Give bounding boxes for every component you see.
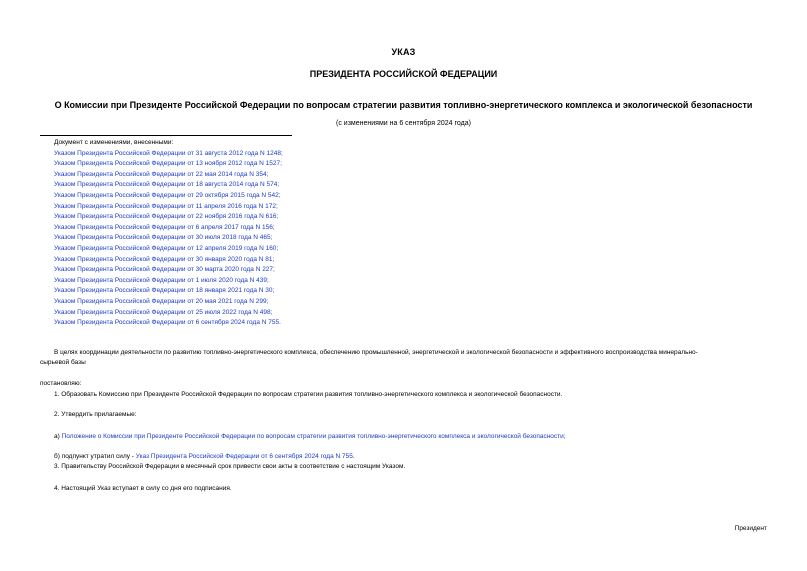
regulation-link[interactable]: Положение о Комиссии при Президенте Российской Федерации по вопросам стратегии развития топливно-энергетического комплекса и экологической безопасности; <box>61 433 566 440</box>
change-link[interactable]: Указом Президента Российской Федерации от 31 августа 2012 года N 1248; <box>54 149 283 157</box>
clause-2b-suffix: . <box>352 453 355 460</box>
change-link[interactable]: Указом Президента Российской Федерации от 18 января 2021 года N 30; <box>54 287 275 295</box>
change-link[interactable]: Указом Президента Российской Федерации от 20 мая 2021 года N 299; <box>54 297 269 305</box>
clause-3: 3. Правительству Российской Федерации в месячный срок привести свои акты в соответствие с настоящим Указом. <box>54 463 406 470</box>
clause-2a <box>54 432 566 442</box>
change-link[interactable]: Указом Президента Российской Федерации от 22 ноября 2016 года N 616; <box>54 213 279 221</box>
clause-4: 4. Настоящий Указ вступает в силу со дня его подписания. <box>54 485 232 492</box>
change-link[interactable]: Указом Президента Российской Федерации от 22 мая 2014 года N 354; <box>54 170 269 178</box>
change-link[interactable]: Указом Президента Российской Федерации от 6 апреля 2017 года N 156; <box>54 223 275 231</box>
document-subtitle: ПРЕЗИДЕНТА РОССИЙСКОЙ ФЕДЕРАЦИИ <box>309 69 498 79</box>
change-link[interactable]: Указом Президента Российской Федерации от 30 июля 2018 года N 465; <box>54 234 273 242</box>
change-link[interactable]: Указом Президента Российской Федерации от 11 апреля 2016 года N 172; <box>54 202 278 210</box>
change-link[interactable]: Указом Президента Российской Федерации от 12 апреля 2019 года N 160; <box>54 244 279 252</box>
intro-paragraph-continued: сырьевой базы <box>40 359 86 366</box>
repeal-decree-link[interactable]: Указ Президента Российской Федерации от 6 сентября 2024 года N 755 <box>135 453 353 460</box>
clause-2b-prefix: б) подпункт утратил силу - <box>54 453 136 460</box>
change-link[interactable]: Указом Президента Российской Федерации от 30 января 2020 года N 81; <box>54 255 275 263</box>
change-link[interactable]: Указом Президента Российской Федерации от 30 марта 2020 года N 227; <box>54 266 275 274</box>
change-link[interactable]: Указом Президента Российской Федерации от 18 августа 2014 года N 574; <box>54 181 280 189</box>
clause-2: 2. Утвердить прилагаемые: <box>54 411 137 418</box>
document-title: УКАЗ <box>391 47 416 57</box>
changes-list <box>54 138 283 329</box>
divider <box>40 135 292 136</box>
changes-label: Документ с изменениями, внесенными: <box>54 139 174 146</box>
clause-2b <box>54 452 355 462</box>
change-link[interactable]: Указом Президента Российской Федерации от 6 сентября 2024 года N 755. <box>54 319 281 327</box>
change-link[interactable]: Указом Президента Российской Федерации от 13 ноября 2012 года N 1527; <box>54 160 282 168</box>
change-link[interactable]: Указом Президента Российской Федерации от 1 июля 2020 года N 439; <box>54 276 269 284</box>
document-heading: О Комиссии при Президенте Российской Федерации по вопросам стратегии развития топливно-энергетического комплекса и экологической безопасности <box>54 100 753 110</box>
clause-2a-prefix: а) <box>54 433 62 440</box>
resolution-word: постановляю: <box>40 380 82 387</box>
clause-1: 1. Образовать Комиссию при Президенте Российской Федерации по вопросам стратегии развития топливно-энергетического комплекса и экологической безопасности. <box>54 391 563 398</box>
change-link[interactable]: Указом Президента Российской Федерации от 25 июля 2022 года N 498; <box>54 308 273 316</box>
edition-note: (с изменениями на 6 сентября 2024 года) <box>336 120 471 127</box>
signature-line: Президент <box>734 525 767 532</box>
change-link[interactable]: Указом Президента Российской Федерации от 29 октября 2015 года N 542; <box>54 191 281 199</box>
intro-paragraph: В целях координации деятельности по развитию топливно-энергетического комплекса, обеспечению промышленной, энергетической и экологической безопасности и эффективного воспроизводства минерально- <box>54 349 698 356</box>
